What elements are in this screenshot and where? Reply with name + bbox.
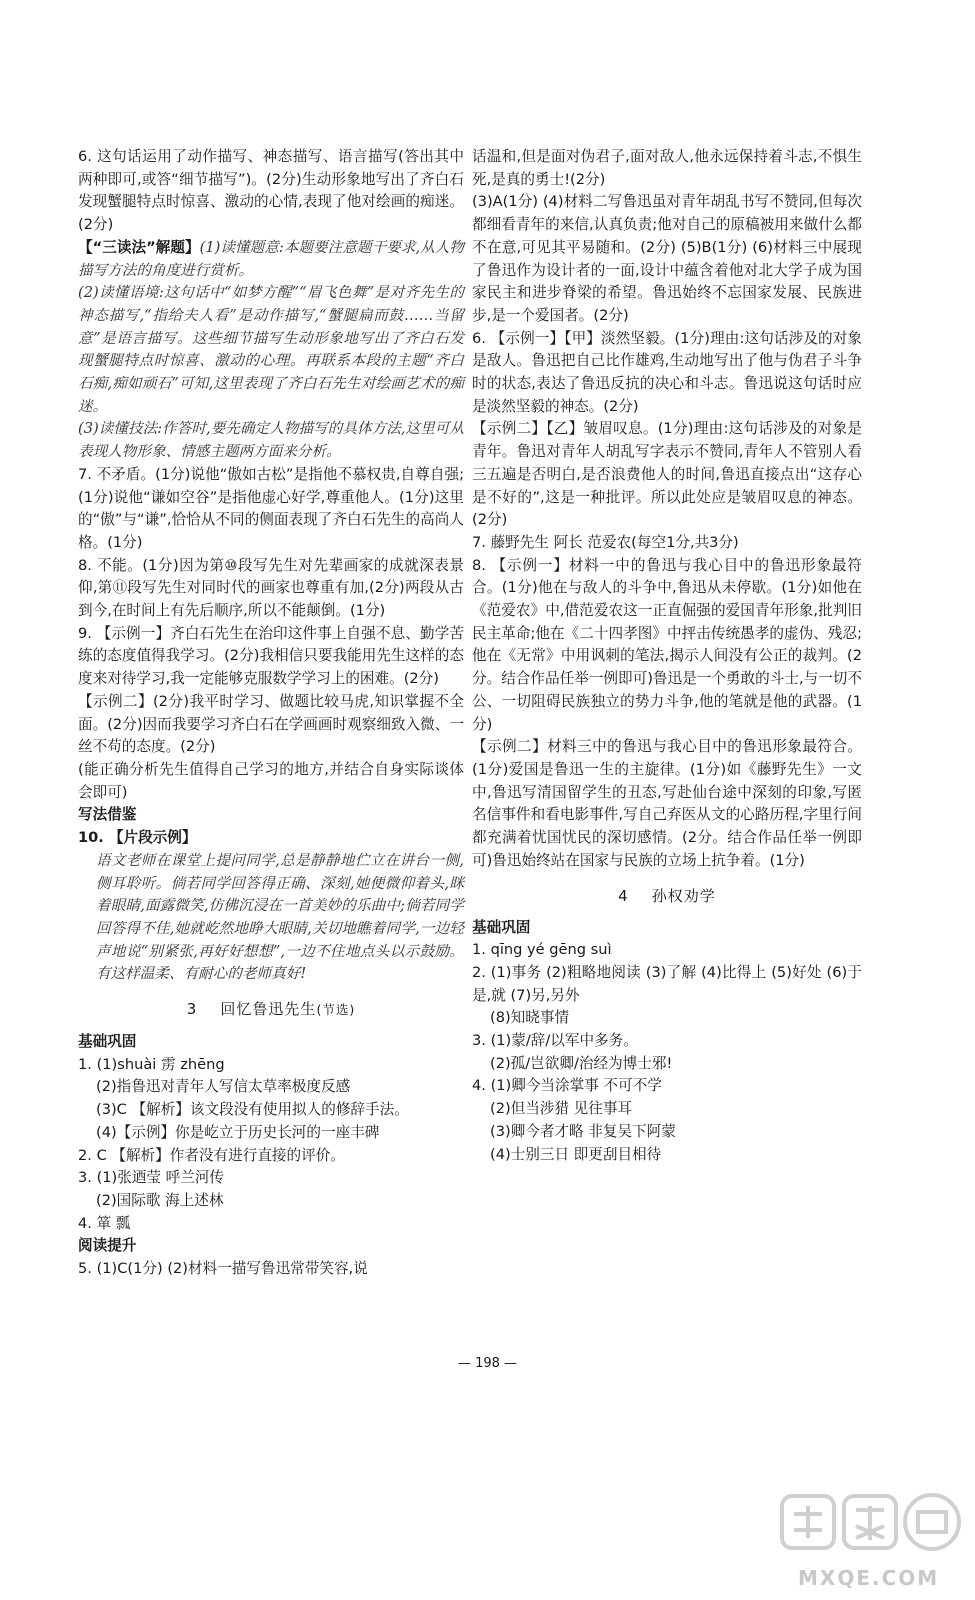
answer-9-note: (能正确分析先生值得自己学习的地方,并结合自身实际谈体会即可) xyxy=(78,760,464,801)
answer-9-example-2: 【示例二】(2分)我平时学习、做题比较马虎,知识掌握不全面。(2分)因而我要学习齐白石在学画画时观察细致入微、一丝不苟的态度。(2分) xyxy=(78,692,464,756)
answer-9-example-1: 9. 【示例一】齐白石先生在治印这件事上自强不息、勤学苦练的态度值得我学习。(2分)我相信只要我能用先生这样的态度来对待学习,我一定能够克服数学学习上的困难。(2分) xyxy=(78,624,464,688)
lesson-3-name: 回忆鲁迅先生 xyxy=(220,1000,317,1019)
hint-1: (1)读懂题意:本题要注意题干要求,从人物描写方法的角度进行赏析。 xyxy=(78,238,465,279)
l3-answer-8-example-1: 8. 【示例一】材料一中的鲁迅与我心目中的鲁迅形象最符合。(1分)他在与敌人的斗争中,鲁迅从未停歇。(1分)如他在《范爱农》中,借范爱农这一正直倔强的爱国青年形象,批判旧民主革命;他在《二十四孝图》中抨击传统愚孝的虚伪、残忍;他在《无常》中用讽刺的笔法,揭示人间没有公正的裁判。(2分。结合作品任举一例即可)鲁迅是一个勇敢的斗士,与一切不公、一切阻碍民族独立的势力斗争,他的笔就是他的武器。(1分) xyxy=(472,556,862,733)
l3-answer-2: 2. C 【解析】作者没有进行直接的评价。 xyxy=(78,1146,345,1164)
l4-answer-2b: (8)知晓事情 xyxy=(490,1009,570,1027)
l4-answer-4d: (4)士别三日 即更刮目相待 xyxy=(490,1145,662,1163)
l4-answer-2a: 2. (1)事务 (2)粗略地阅读 (3)了解 (4)比得上 (5)好处 (6)于是,就 (7)另,另外 xyxy=(472,963,862,1004)
l4-answer-4b: (2)但当涉猎 见往事耳 xyxy=(490,1100,633,1118)
answer-6: 6. 这句话运用了动作描写、神态描写、语言描写(答出其中两种即可,或答“细节描写”)。(2分)生动形象地写出了齐白石发现蟹腿特点时惊喜、激动的心情,表现了他对绘画的痴迷。(2分) xyxy=(78,148,464,234)
answer-10-passage: 语文老师在课堂上提问同学,总是静静地伫立在讲台一侧,侧耳聆听。倘若同学回答得正确、深刻,她便微仰着头,眯着眼睛,面露微笑,仿佛沉浸在一首美妙的乐曲中;倘若同学回答得不佳,她就屹然地睁大眼睛,关切地瞧着同学,一边轻声地说“别紧张,再好好想想”,一边不住地点头以示鼓励。有这样温柔、有耐心的老师真好! xyxy=(96,851,464,983)
answer-6-hint xyxy=(78,237,464,282)
l3-answer-5-rest: (3)A(1分) (4)材料二写鲁迅虽对青年胡乱书写不赞同,但每次都细看青年的来信,认真负责;他对自己的原稿被用来做什么都不在意,可见其平易随和。(2分) (5)B(1分) (6)材料三中展现了鲁迅作为设计者的一面,设计中蕴含着他对北大学子成为国家民主和进步脊梁的希望。鲁迅始终不忘国家发展、民族进步,是一个爱国者。(2分) xyxy=(472,193,862,324)
l4-answer-4c: (3)卿今者才略 非复吴下阿蒙 xyxy=(490,1122,676,1140)
l3-answer-6-example-2: 【示例二】【乙】皱眉叹息。(1分)理由:这句话涉及的对象是青年。鲁迅对青年人胡乱写字表示不赞同,青年人不管别人看三五遍是否明白,是否浪费他人的时间,鲁迅直接点出“这存心是不好的”,这是一种批评。所以此处应是皱眉叹息的神态。(2分) xyxy=(472,420,862,529)
lesson-4-number: 4 xyxy=(618,886,629,905)
answer-8: 8. 不能。(1分)因为第⑩段写先生对先辈画家的成就深表景仰,第⑪段写先生对同时代的画家也尊重有加,(2分)两段从古到今,在时间上有先后顺序,所以不能颠倒。(1分) xyxy=(78,556,464,620)
page-number: — 198 — xyxy=(457,1356,518,1371)
l3-answer-1b: (2)指鲁迅对青年人写信太草率极度反感 xyxy=(96,1078,351,1096)
l3-answer-8-example-2: 【示例二】材料三中的鲁迅与我心目中的鲁迅形象最符合。(1分)爱国是鲁迅一生的主旋律。(1分)如《藤野先生》一文中,鲁迅写清国留学生的丑态,写赴仙台途中深刻的印象,写匿名信事件和看电影事件,写自己弃医从文的心路历程,字里行间都充满着忧国忧民的深切感情。(2分。结合作品任举一例即可)鲁迅始终站在国家与民族的立场上抗争着。(1分) xyxy=(472,738,862,869)
l3-answer-7: 7. 藤野先生 阿长 范爱农(每空1分,共3分) xyxy=(472,533,739,551)
l3-answer-1c: (3)C 【解析】该文段没有使用拟人的修辞手法。 xyxy=(96,1101,409,1119)
answer-10-heading: 10. 【片段示例】 xyxy=(78,829,197,847)
l4-answer-1: 1. qīng yé gēng suì xyxy=(472,941,612,959)
lesson-3-number: 3 xyxy=(186,1000,198,1019)
l4-answer-3b: (2)孤/岂欲卿/治经为博士邪! xyxy=(490,1054,673,1072)
l3-answer-5-continued: 话温和,但是面对伪君子,面对敌人,他永远保持着斗志,不惧生死,是真的勇士!(2分) xyxy=(472,148,862,188)
hint-3: (3)读懂技法:作答时,要先确定人物描写的具体方法,这里可从表现人物形象、情感主题两方面来分析。 xyxy=(78,420,464,461)
l3-answer-3a: 3. (1)张迺莹 呼兰河传 xyxy=(78,1169,225,1187)
lesson-4-title xyxy=(472,885,862,907)
l3-answer-1a: 1. (1)shuài 雳 zhēng xyxy=(78,1055,225,1073)
l3-answer-5: 5. (1)C(1分) (2)材料一描写鲁迅常带笑容,说 xyxy=(78,1260,368,1278)
watermark-url: MXQE.COM xyxy=(798,1566,940,1590)
l4-answer-4a: 4. (1)卿今当涂掌事 不可不学 xyxy=(472,1077,662,1095)
section-reading-l3: 阅读提升 xyxy=(78,1237,137,1255)
l3-answer-1d: (4)【示例】你是屹立于历史长河的一座丰碑 xyxy=(96,1123,380,1141)
three-read-tag: 【“三读法”解题】 xyxy=(78,238,200,256)
lesson-3-title xyxy=(78,998,464,1021)
l3-answer-3b: (2)国际歌 海上述林 xyxy=(96,1191,224,1209)
lesson-3-note: (节选) xyxy=(316,1002,356,1018)
l4-answer-3a: 3. (1)蒙/辞/以军中多务。 xyxy=(472,1032,638,1050)
section-writing: 写法借鉴 xyxy=(78,806,137,824)
left-column xyxy=(78,146,464,1281)
section-basic-l3: 基础巩固 xyxy=(78,1033,137,1051)
right-column xyxy=(472,146,862,1166)
answer-7: 7. 不矛盾。(1分)说他“傲如古松”是指他不慕权贵,自尊自强;(1分)说他“谦如空谷”是指他虚心好学,尊重他人。(1分)这里的“傲”与“谦”,恰恰从不同的侧面表现了齐白石先生的高尚人格。(1分) xyxy=(78,465,464,551)
hint-2: (2)读懂语境:这句话中“如梦方醒”“眉飞色舞”是对齐先生的神态描写,“指给夫人看”是动作描写,“蟹腿扁而鼓……当留意”是语言描写。这些细节描写生动形象地写出了齐白石发现蟹腿特点时惊喜、激动的心理。再联系本段的主题“齐白石痴,痴如顽石”可知,这里表现了齐白石先生对绘画艺术的痴迷。 xyxy=(78,284,464,415)
l3-answer-6-example-1: 6. 【示例一】【甲】淡然坚毅。(1分)理由:这句话涉及的对象是敌人。鲁迅把自己比作雄鸡,生动地写出了他与伪君子斗争时的状态,表达了鲁迅反抗的决心和斗志。鲁迅说这句话时应是淡然坚毅的神态。(2分) xyxy=(472,329,862,415)
lesson-4-name: 孙权劝学 xyxy=(651,886,716,905)
section-basic-l4: 基础巩固 xyxy=(472,918,531,936)
l3-answer-4: 4. 箪 瓢 xyxy=(78,1214,131,1232)
